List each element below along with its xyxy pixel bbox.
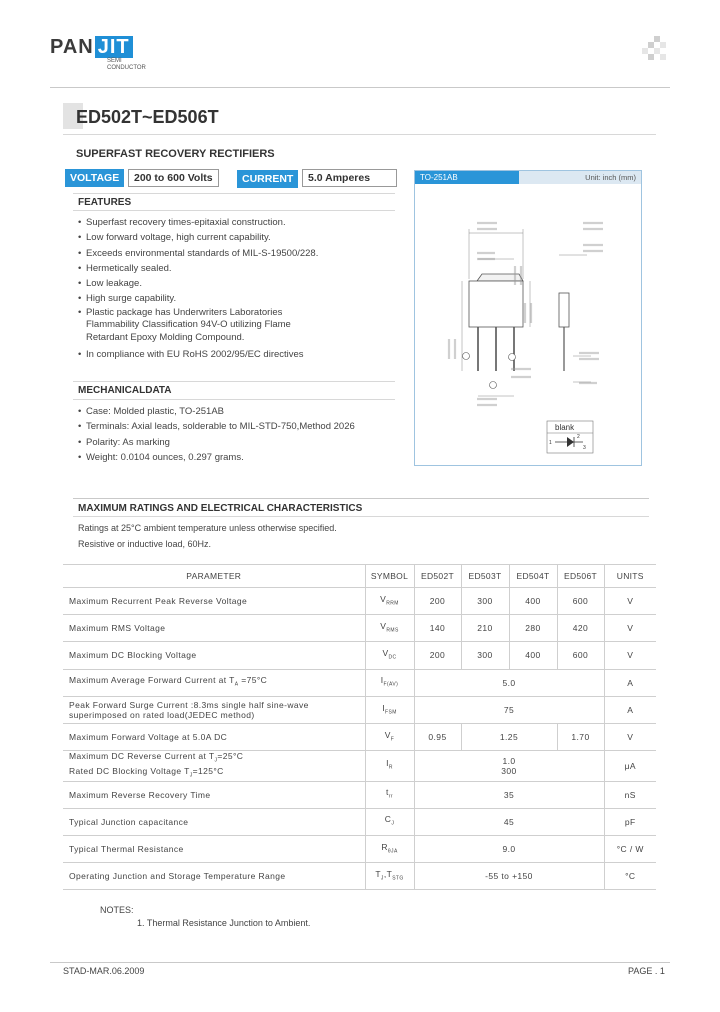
package-body <box>469 281 523 327</box>
features-heading: FEATURES <box>78 197 132 208</box>
table-row: Typical Junction capacitance $C_J$ 45 pF <box>63 808 656 835</box>
mechanical-rule-top <box>73 381 395 382</box>
list-item: • Hermetically sealed. <box>78 262 172 274</box>
table-row: Maximum Average Forward Current at $T_A =75^\circ C$ $I_{F(AV)}$ 5.0 A <box>63 669 656 696</box>
pin-2-marker <box>509 354 516 361</box>
list-item: • Superfast recovery times-epitaxial construction. <box>78 217 286 228</box>
features-rule-top <box>73 193 395 194</box>
list-item: • Low leakage. <box>78 278 142 290</box>
col-parameter: PARAMETER <box>63 565 365 588</box>
table-row: Maximum DC Reverse Current at $T_J=25^\circ C$ Rated DC Blocking Voltage $T_J=125^\circ C$ $I_R$ 1.0 300 μA <box>63 751 656 781</box>
table-row: Maximum Reverse Recovery Time $t_{rr}$ 35 nS <box>63 781 656 808</box>
col-ed502t: ED502T <box>414 565 461 588</box>
current-label: CURRENT <box>237 170 298 188</box>
marking-label: blank <box>555 423 575 432</box>
mechanical-list <box>78 404 378 465</box>
company-logo <box>50 36 133 59</box>
pin-3-marker <box>490 382 497 389</box>
list-item: • Exceeds environmental standards of MIL-S-19500/228. <box>78 247 319 259</box>
package-outline-svg <box>415 171 641 465</box>
features-rule-bottom <box>73 210 395 211</box>
characteristics-rule-bottom <box>73 516 649 517</box>
note-item-1: 1. Thermal Resistance Junction to Ambient. <box>137 918 311 928</box>
characteristics-rule-top <box>73 498 649 499</box>
table-header-row <box>63 565 656 588</box>
svg-text:1: 1 <box>549 440 552 446</box>
svg-text:3: 3 <box>583 445 586 451</box>
logo-subtitle <box>107 58 146 72</box>
logo-sub-line-1: SEMI <box>107 58 122 64</box>
svg-text:2: 2 <box>577 434 580 440</box>
current-value: 5.0 Amperes <box>302 169 397 187</box>
logo-sub-line-2: CONDUCTOR <box>107 65 146 71</box>
list-item: • Weight: 0.0104 ounces, 0.297 grams. <box>78 451 244 463</box>
table-row: Maximum Forward Voltage at 5.0A DC $V_F$ 0.95 1.25 1.70 V <box>63 723 656 750</box>
features-list <box>78 215 338 363</box>
voltage-value: 200 to 600 Volts <box>128 169 219 187</box>
page-title: ED502T~ED506T <box>76 107 219 127</box>
col-ed506t: ED506T <box>557 565 604 588</box>
list-item: • Polarity: As marking <box>78 436 170 448</box>
logo-jit: JIT <box>95 36 133 58</box>
col-units: UNITS <box>604 565 656 588</box>
pin-1-marker <box>463 353 470 360</box>
list-item: • Terminals: Axial leads, solderable to MIL-STD-750,Method 2026 <box>78 421 355 433</box>
list-item: • Low forward voltage, high current capability. <box>78 232 271 244</box>
table-row: Maximum RMS Voltage $V_{RMS}$ 140 210 280 420 V <box>63 615 656 642</box>
footer-rule <box>50 962 670 963</box>
product-subtitle: SUPERFAST RECOVERY RECTIFIERS <box>76 148 275 160</box>
header-rule <box>50 87 670 88</box>
col-symbol: SYMBOL <box>365 565 414 588</box>
table-row: Peak Forward Surge Current :8.3ms single half sine-wave superimposed on rated load(JEDEC method) $I_{FSM}$ 75 A <box>63 696 656 723</box>
package-name: TO-251AB <box>415 171 519 184</box>
list-item: • Plastic package has Underwriters Laboratories Flammability Classification 94V-O utilizing Flame Retardant Epoxy Molding Compound. <box>78 306 291 343</box>
list-item: • Case: Molded plastic, TO-251AB <box>78 406 224 417</box>
mechanical-heading: MECHANICALDATA <box>78 385 172 396</box>
logo-pan: PAN <box>50 36 94 58</box>
characteristics-heading: MAXIMUM RATINGS AND ELECTRICAL CHARACTERISTICS <box>78 503 363 514</box>
col-ed504t: ED504T <box>509 565 557 588</box>
list-item: • In compliance with EU RoHS 2002/95/EC directives <box>78 349 304 361</box>
table-row: Maximum DC Blocking Voltage $V_{DC}$ 200 300 400 600 V <box>63 642 656 669</box>
mechanical-rule-bottom <box>73 399 395 400</box>
voltage-label: VOLTAGE <box>65 169 124 187</box>
table-row: Typical Thermal Resistance $R_{\theta JA}$ 9.0 °C / W <box>63 835 656 862</box>
table-row: Operating Junction and Storage Temperature Range $T_J,T_{STG}$ -55 to +150 °C <box>63 863 656 890</box>
ratings-table <box>63 564 656 890</box>
ratings-note-1: Ratings at 25°C ambient temperature unless otherwise specified. <box>78 523 337 533</box>
package-side-body <box>559 293 569 327</box>
footer-page: PAGE . 1 <box>628 966 665 976</box>
col-ed503t: ED503T <box>461 565 509 588</box>
notes-heading: NOTES: <box>100 905 134 915</box>
unit-label: Unit: inch (mm) <box>585 173 636 182</box>
list-item: • High surge capability. <box>78 293 177 305</box>
table-row: Maximum Recurrent Peak Reverse Voltage $V_{RRM}$ 200 300 400 600 V <box>63 588 656 615</box>
footer-date: STAD-MAR.06.2009 <box>63 966 145 976</box>
title-rule <box>63 134 656 135</box>
ratings-note-2: Resistive or inductive load, 60Hz. <box>78 539 212 549</box>
package-drawing <box>414 170 642 466</box>
